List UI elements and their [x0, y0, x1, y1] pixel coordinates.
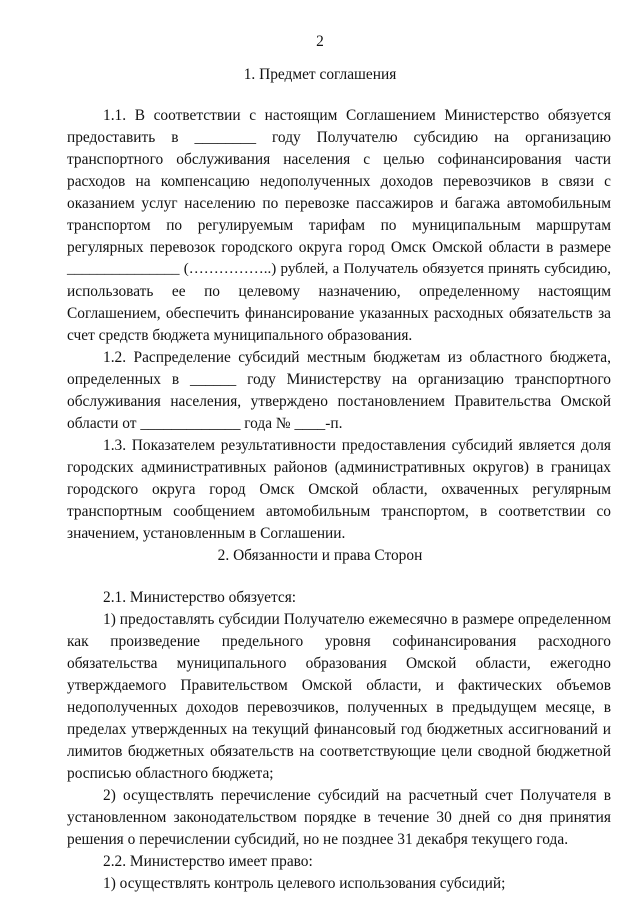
- s2-line-13: 2.2. Министерство имеет право:: [103, 853, 313, 870]
- section-2-title: 2. Обязанности и права Сторон: [217, 547, 423, 564]
- s1-line-2: предоставить в ________ году Получателю субсидию на организацию: [67, 129, 611, 146]
- s2-line-11: установленном законодательством порядке в течение 30 дней со дня принятия: [67, 809, 611, 826]
- s1-line-20: значением, установленным в Соглашении.: [67, 525, 346, 542]
- s2-line-5: утверждаемого Правительством Омской области, и фактических объемов: [67, 677, 611, 694]
- s2-line-1: 2.1. Министерство обязуется:: [103, 589, 297, 606]
- s1-line-12: 1.2. Распределение субсидий местным бюджетам из областного бюджета,: [103, 349, 611, 366]
- s1-line-15: области от _____________ года № ____-п.: [67, 415, 343, 432]
- s1-line-18: городского округа город Омск Омской области, охваченных регулярным: [67, 481, 611, 498]
- s2-line-12: решения о перечислении субсидий, но не позднее 31 декабря текущего года.: [67, 831, 569, 848]
- s1-line-19: транспортным сообщением автомобильным транспортом, в соответствии со: [67, 503, 611, 520]
- s1-line-8: _______________ (……………..) рублей, а Получатель обязуется принять субсидию,: [67, 261, 611, 277]
- s1-line-13: определенных в ______ году Министерству на организацию транспортного: [67, 371, 611, 388]
- s2-line-6: недополученных доходов перевозчиков, полученных в предыдущем месяце, в: [67, 699, 611, 716]
- s2-line-7: пределах утвержденных на текущий финансовый год бюджетных ассигнований и: [67, 721, 611, 738]
- section-1-title: 1. Предмет соглашения: [243, 66, 397, 83]
- s1-line-17: городских административных районов (административных округов) в границах: [67, 459, 611, 476]
- s1-line-11: счет средств бюджета муниципального образования.: [67, 327, 413, 344]
- s2-line-8: лимитов бюджетных обязательств на соответствующие цели сводной бюджетной: [67, 743, 611, 760]
- s1-line-9: использовать ее по целевому назначению, определенному настоящим: [67, 283, 611, 300]
- s1-line-14: обслуживания населения, утверждено постановлением Правительства Омской: [67, 393, 611, 410]
- s1-line-3: транспортного обслуживания населения с целью софинансирования части: [67, 151, 611, 168]
- s2-line-9: росписью областного бюджета;: [67, 765, 274, 782]
- s1-line-7: регулярных перевозок городского округа город Омск Омской области в размере: [67, 239, 611, 256]
- s1-line-10: Соглашением, обеспечить финансирование указанных расходных обязательств за: [67, 305, 611, 322]
- s2-line-3: как произведение предельного уровня софинансирования расходного: [67, 633, 611, 650]
- s1-line-5: оказанием услуг населению по перевозке пассажиров и багажа автомобильным: [67, 195, 611, 212]
- s2-line-14: 1) осуществлять контроль целевого использования субсидий;: [103, 875, 506, 892]
- s2-line-2: 1) предоставлять субсидии Получателю ежемесячно в размере определенном: [103, 611, 611, 628]
- s2-line-4: обязательства муниципального образования Омской области, ежегодно: [67, 655, 611, 672]
- page-number: 2: [316, 33, 324, 50]
- s1-line-1: 1.1. В соответствии с настоящим Соглашением Министерство обязуется: [103, 107, 611, 124]
- s1-line-4: расходов на компенсацию недополученных доходов перевозчиков в связи с: [67, 173, 611, 190]
- s2-line-10: 2) осуществлять перечисление субсидий на расчетный счет Получателя в: [103, 787, 611, 804]
- s1-line-6: транспортом по регулируемым тарифам по муниципальным маршрутам: [67, 217, 611, 234]
- s1-line-16: 1.3. Показателем результативности предоставления субсидий является доля: [103, 437, 611, 454]
